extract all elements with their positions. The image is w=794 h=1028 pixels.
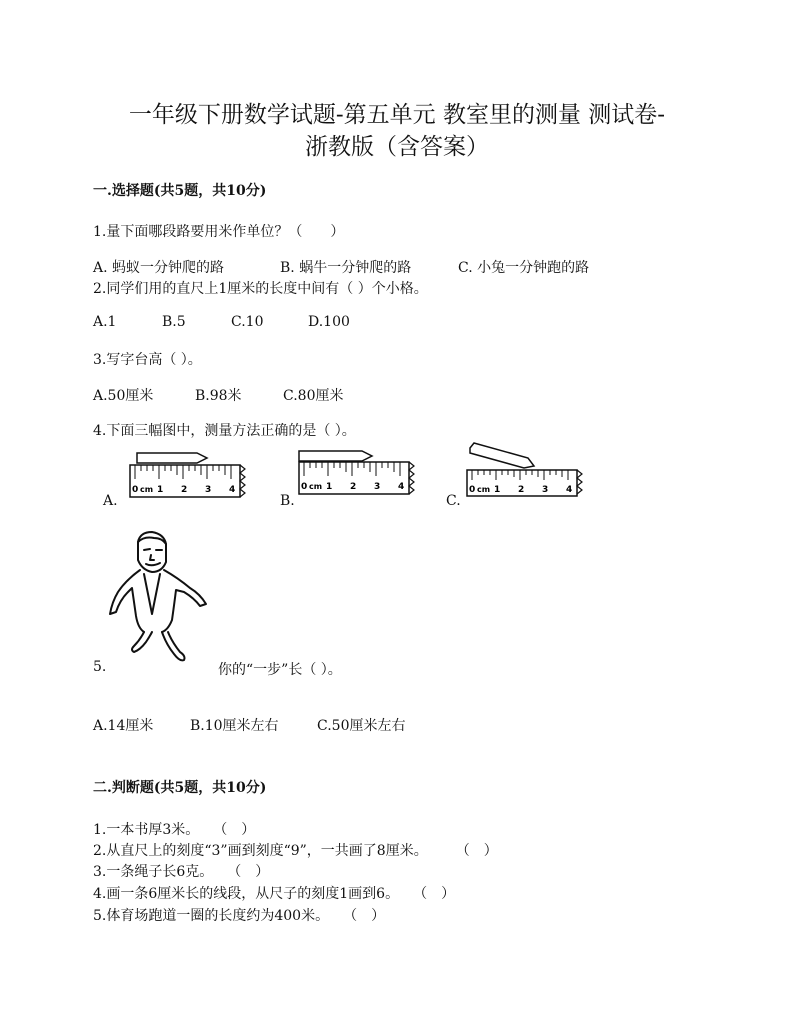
ruler-b-label-0: 0 (301, 482, 308, 492)
ruler-a-label-4: 4 (229, 485, 236, 495)
q3-option-c: C.80厘米 (283, 388, 344, 404)
q5-option-a: A.14厘米 (93, 718, 154, 734)
q4-option-b: B. (280, 493, 295, 509)
judge-item-1: 1.一本书厚3米。 （ ） (93, 822, 256, 838)
ruler-c-label-4: 4 (566, 485, 573, 495)
q5-option-c: C.50厘米左右 (317, 718, 406, 734)
ruler-a-label-cm: cm (140, 485, 154, 494)
question-1: 1.量下面哪段路要用米作单位？（ ） (93, 224, 345, 240)
ruler-b-label-3: 3 (374, 482, 381, 492)
q2-option-a: A.1 (93, 314, 117, 330)
q2-option-c: C.10 (231, 314, 264, 330)
question-5-number: 5. (93, 659, 107, 675)
q3-option-b: B.98米 (195, 388, 242, 404)
ruler-a-label-2: 2 (181, 485, 188, 495)
ruler-b-label-4: 4 (398, 482, 405, 492)
q2-option-d: D.100 (308, 314, 350, 330)
walking-child-figure (104, 528, 214, 668)
judge-item-5: 5.体育场跑道一圈的长度约为400米。 （ ） (93, 908, 386, 924)
ruler-a-label-1: 1 (157, 485, 164, 495)
judge-item-4: 4.画一条6厘米长的线段，从尺子的刻度1画到6。 （ ） (93, 886, 456, 902)
question-5: 你的“一步”长（ ）。 (218, 662, 342, 678)
ruler-c-label-cm: cm (477, 485, 491, 494)
question-2: 2.同学们用的直尺上1厘米的长度中间有（ ）个小格。 (93, 281, 428, 297)
ruler-c-label-2: 2 (518, 485, 525, 495)
q3-option-a: A.50厘米 (93, 388, 154, 404)
ruler-c-label-3: 3 (542, 485, 549, 495)
ruler-figure-b (294, 446, 419, 498)
q4-option-a: A. (103, 493, 118, 509)
judge-item-2: 2.从直尺上的刻度“3”画到刻度“9”，一共画了8厘米。 （ ） (93, 843, 498, 859)
q1-option-c: C. 小兔一分钟跑的路 (458, 260, 590, 276)
ruler-figure-a (125, 449, 250, 501)
section-2-heading: 二.判断题(共5题，共10分) (93, 780, 267, 796)
ruler-a-label-3: 3 (205, 485, 212, 495)
ruler-b-label-2: 2 (350, 482, 357, 492)
page-title-line-2: 浙教版（含答案） (305, 134, 489, 160)
ruler-b-label-cm: cm (309, 482, 323, 491)
section-1-heading: 一.选择题(共5题，共10分) (93, 183, 267, 199)
ruler-b-label-1: 1 (326, 482, 333, 492)
question-3: 3.写字台高（ ）。 (93, 352, 202, 368)
page-title-line-1: 一年级下册数学试题-第五单元 教室里的测量 测试卷- (128, 102, 666, 128)
q5-option-b: B.10厘米左右 (190, 718, 279, 734)
question-4: 4.下面三幅图中，测量方法正确的是（ ）。 (93, 423, 356, 439)
q1-option-a: A. 蚂蚁一分钟爬的路 (93, 260, 225, 276)
q2-option-b: B.5 (162, 314, 186, 330)
judge-item-3: 3.一条绳子长6克。 （ ） (93, 864, 270, 880)
q4-option-c: C. (446, 493, 461, 509)
q1-option-b: B. 蜗牛一分钟爬的路 (280, 260, 412, 276)
ruler-figure-c (462, 442, 587, 498)
ruler-a-label-0: 0 (132, 485, 139, 495)
ruler-c-label-1: 1 (494, 485, 501, 495)
ruler-c-label-0: 0 (469, 485, 476, 495)
